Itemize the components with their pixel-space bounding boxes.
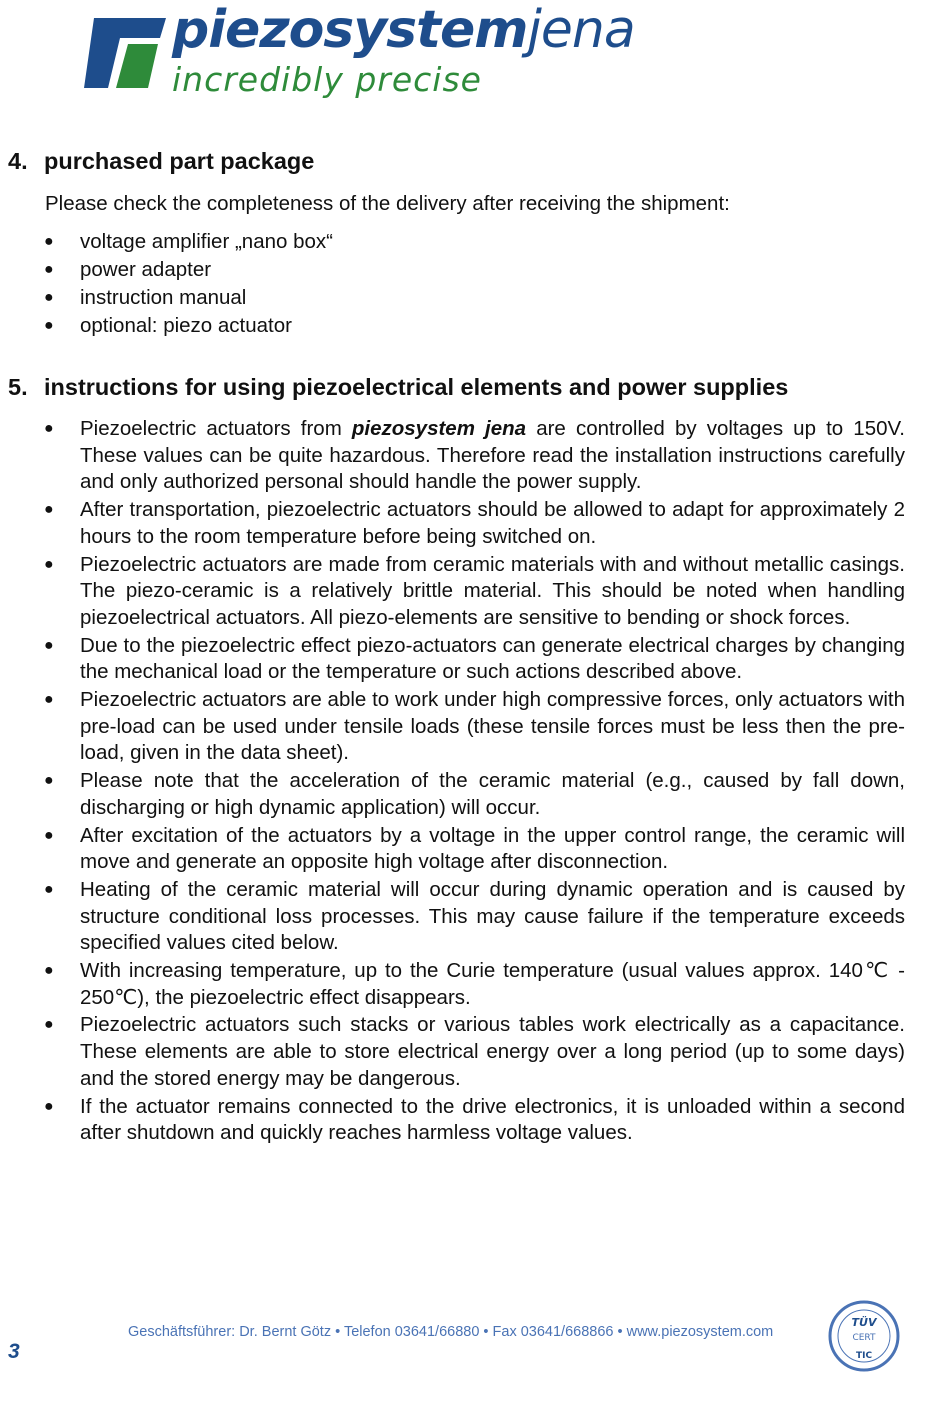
list-item: ● Heating of the ceramic material will occur during dynamic operation and is caused by structure conditional loss processes. This may cause failure if the temperature exceeds specified values cited below. <box>44 877 905 955</box>
list-item: ● instruction manual <box>8 284 905 312</box>
bullet-icon: ● <box>44 772 54 790</box>
section-4-intro: Please check the completeness of the delivery after receiving the shipment: <box>45 192 730 215</box>
bullet-icon: ● <box>44 501 54 519</box>
bullet-icon: ● <box>44 289 54 306</box>
list-item: ● Piezoelectric actuators are made from ceramic materials with and without metallic casings. The piezo-ceramic is a relatively brittle material. This should be noted when handling piezoelectrical actuators. All piezo-elements are sensitive to bending or shock forces. <box>44 552 905 629</box>
section-4-list <box>8 228 905 340</box>
page-number: 3 <box>8 1340 20 1363</box>
svg-text:TÜV: TÜV <box>851 1316 877 1329</box>
certification-seal-icon <box>828 1300 900 1372</box>
logo-mark-icon <box>80 14 166 92</box>
list-item: ● Please note that the acceleration of the ceramic material (e.g., caused by fall down, discharging or high dynamic application) will occur. <box>44 769 905 819</box>
bullet-icon: ● <box>44 233 54 250</box>
bullet-icon: ● <box>44 636 54 654</box>
section-5 <box>8 370 905 1147</box>
company-logo <box>80 0 680 99</box>
logo-wordmark: piezosystemjena <box>172 0 635 60</box>
bullet-icon: ● <box>44 691 54 709</box>
list-item: ● After excitation of the actuators by a voltage in the upper control range, the ceramic will move and generate an opposite high voltage after disconnection. <box>44 823 905 874</box>
bullet-icon: ● <box>44 261 54 278</box>
bullet-icon: ● <box>44 1016 54 1034</box>
list-item: ● optional: piezo actuator <box>8 312 905 340</box>
list-item: ● power adapter <box>8 256 905 284</box>
list-item: ● Piezoelectric actuators from piezosystem jena are controlled by voltages up to 150V. These values can be quite hazardous. Therefore read the installation instructions carefully and only authorized personal should handle the power supply. <box>44 417 906 494</box>
bullet-icon: ● <box>44 826 54 844</box>
list-item: ● Piezoelectric actuators such stacks or various tables work electrically as a capacitance. These elements are able to store electrical energy over a long period (up to some days) and the stored energy may be dangerous. <box>44 1013 905 1090</box>
bullet-icon: ● <box>44 880 54 898</box>
section-4 <box>8 144 905 340</box>
svg-text:TIC: TIC <box>855 1351 873 1361</box>
list-item: ● Piezoelectric actuators are able to work under high compressive forces, only actuators with pre-load can be used under tensile loads (these tensile forces must be less then the pre-load, given in the data sheet). <box>44 688 905 765</box>
document-body <box>8 144 905 1148</box>
footer-contact: Geschäftsführer: Dr. Bernt Götz • Telefon 03641/66880 • Fax 03641/668866 • www.piezosystem.com <box>128 1324 774 1340</box>
section-5-list <box>8 416 905 1147</box>
bullet-icon: ● <box>44 555 54 573</box>
section-5-heading: 5. instructions for using piezoelectrical elements and power supplies <box>8 374 789 400</box>
svg-text:CERT: CERT <box>852 1333 876 1343</box>
bullet-icon: ● <box>44 962 54 980</box>
list-item: ● After transportation, piezoelectric actuators should be allowed to adapt for approximately 2 hours to the room temperature before being switched on. <box>44 498 905 548</box>
bullet-icon: ● <box>44 1097 54 1115</box>
bullet-icon: ● <box>44 317 54 334</box>
list-item: ● voltage amplifier „nano box“ <box>8 228 905 256</box>
bullet-icon: ● <box>44 420 54 437</box>
section-4-heading: 4. purchased part package <box>8 148 315 174</box>
list-item: ● If the actuator remains connected to the drive electronics, it is unloaded within a second after shutdown and quickly reaches harmless voltage values. <box>44 1094 905 1145</box>
logo-tagline: incredibly precise <box>172 60 482 99</box>
list-item: ● Due to the piezoelectric effect piezo-actuators can generate electrical charges by changing the mechanical load or the temperature or such actions described above. <box>44 633 905 684</box>
list-item: ● With increasing temperature, up to the Curie temperature (usual values approx. 140℃ - 250℃), the piezoelectric effect disappears. <box>44 959 905 1009</box>
